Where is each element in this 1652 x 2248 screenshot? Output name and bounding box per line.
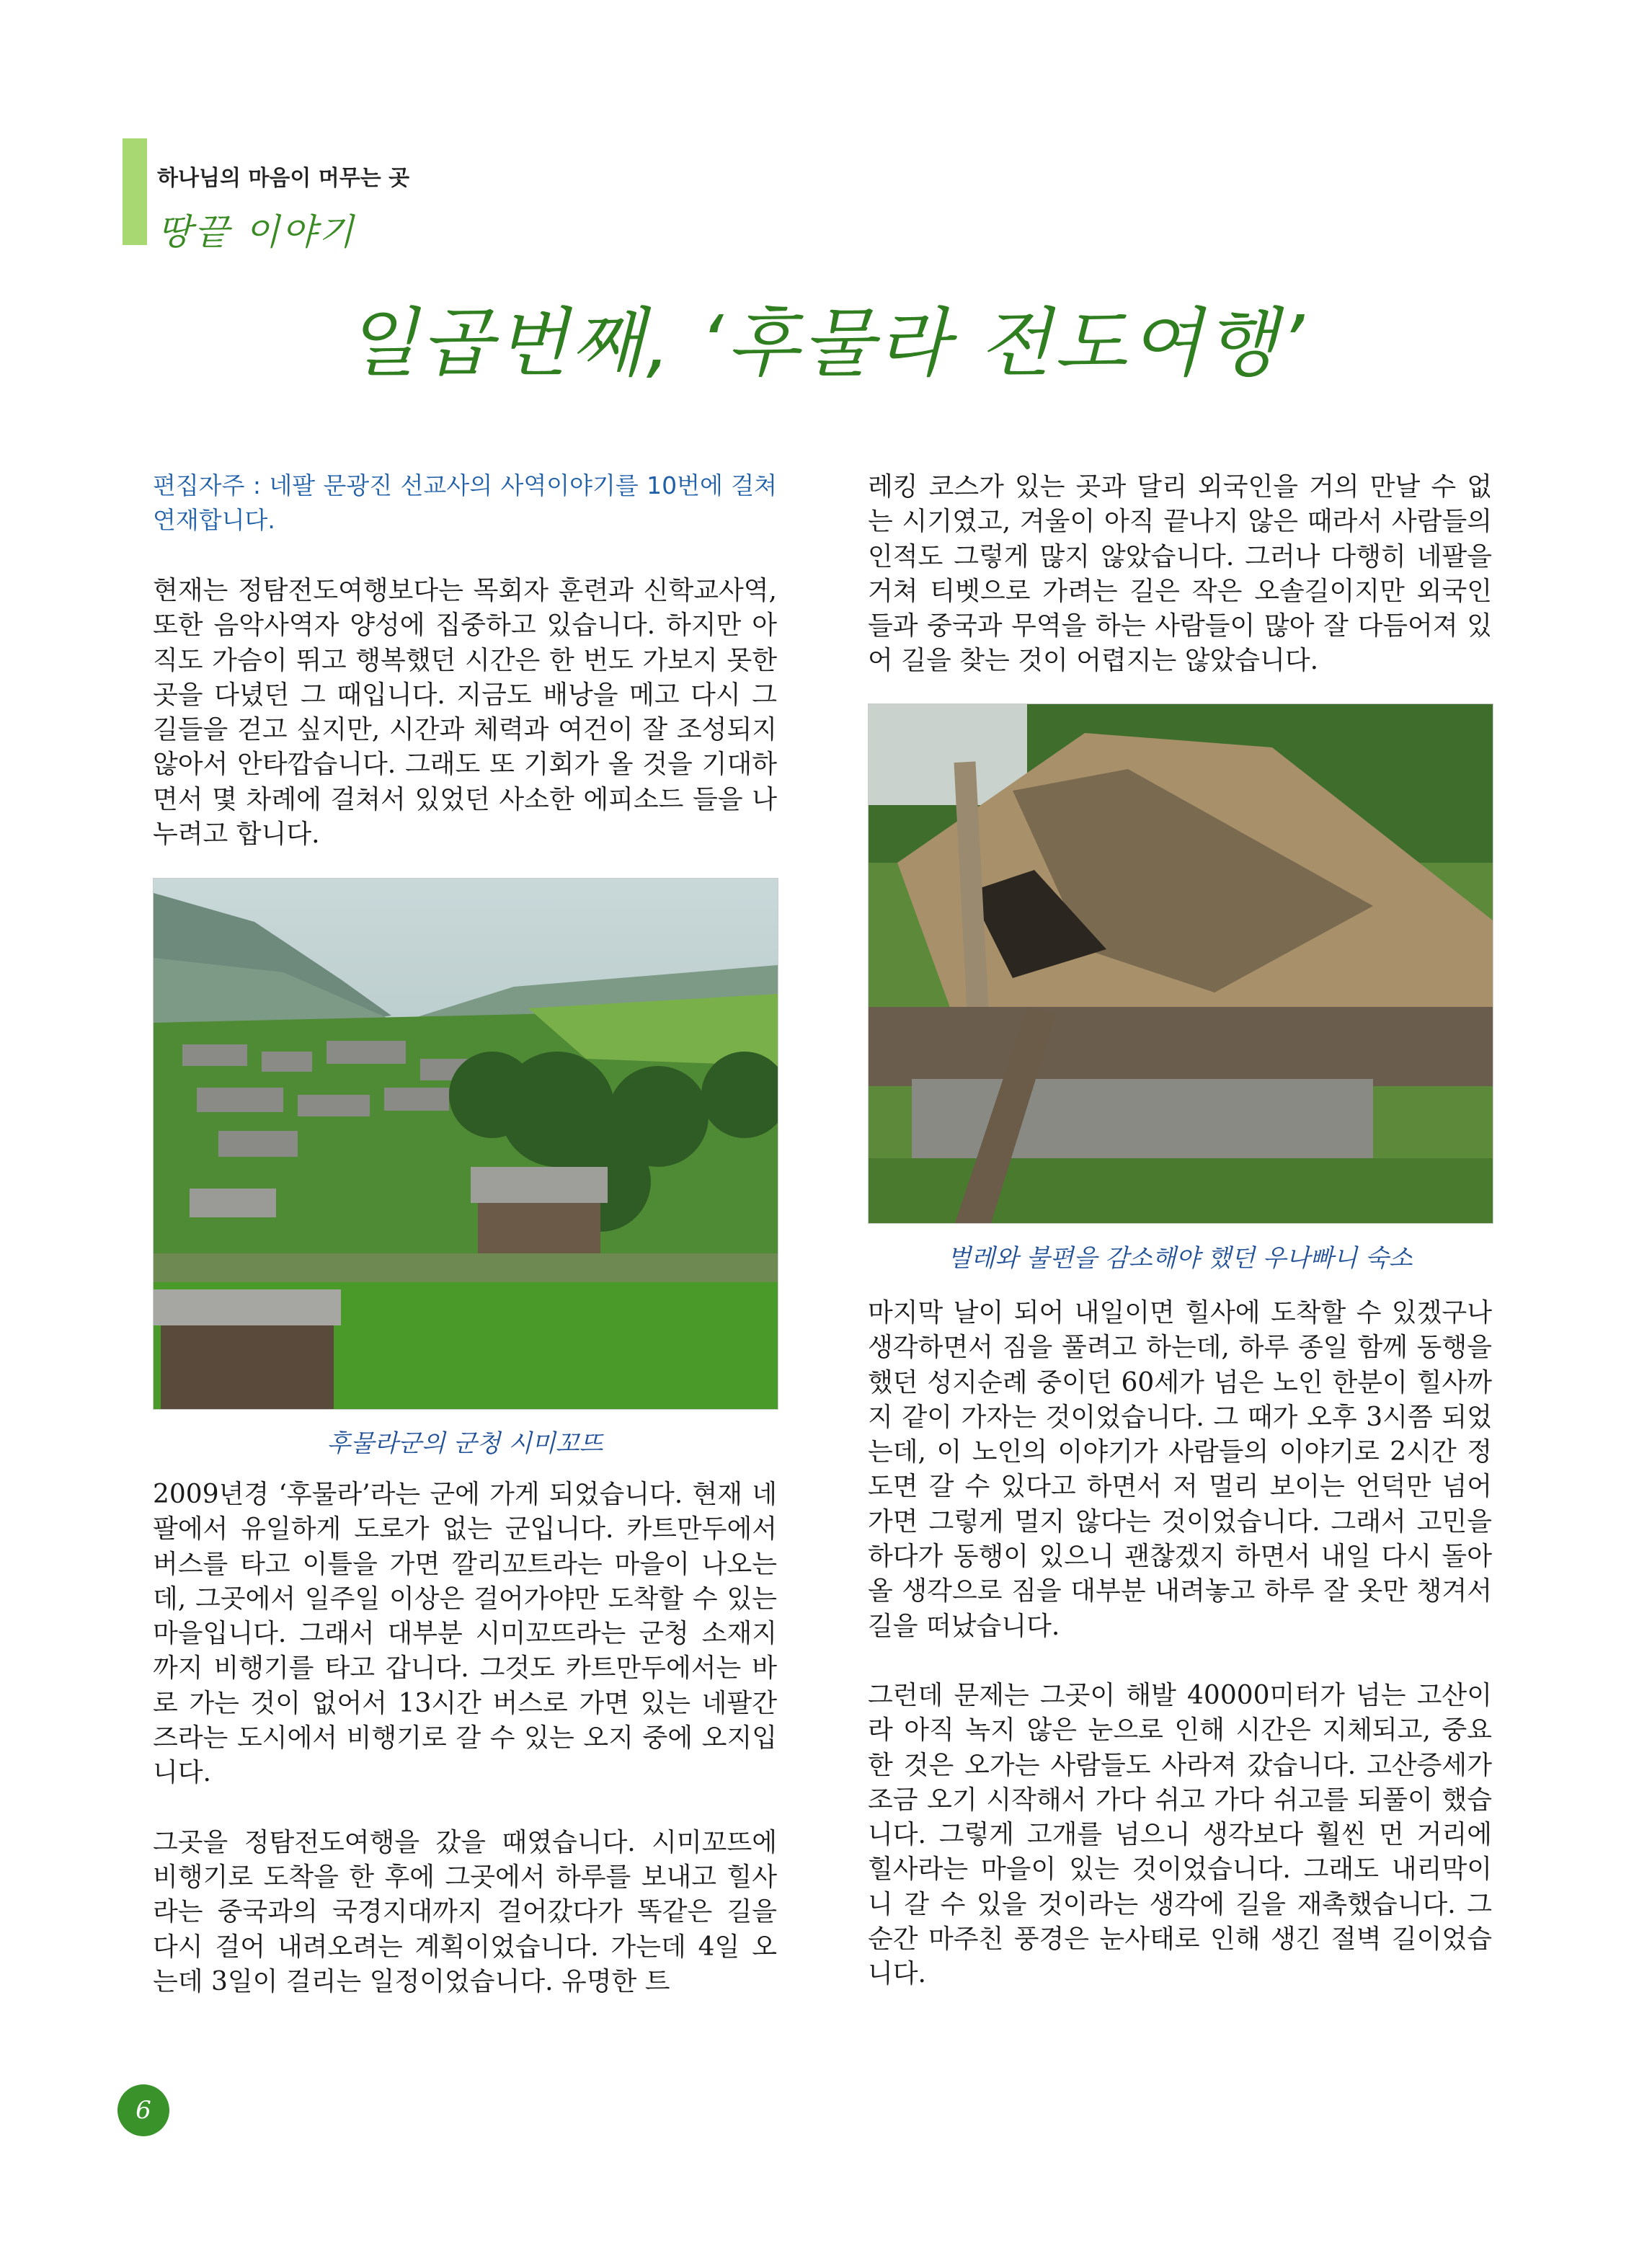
hut-photo bbox=[868, 703, 1493, 1224]
paragraph: 현재는 정탐전도여행보다는 목회자 훈련과 신학교사역, 또한 음악사역자 양성에 집중하고 있습니다. 하지만 아직도 가슴이 뛰고 행복했던 시간은 한 번도 가보지 못한 곳을 다녔던 그 때입니다. 지금도 배낭을 메고 다시 그 길들을 걷고 싶지만, 시간과 체력과 여건이 잘 조성되지 않아서 안타깝습니다. 그래도 또 기회가 올 것을 기대하면서 몇 차례에 걸쳐서 있었던 사소한 에피소드 들을 나누려고 합니다. bbox=[153, 576, 777, 850]
page-number: 6 bbox=[117, 2084, 169, 2136]
header-accent-bar bbox=[123, 138, 147, 245]
header-subtitle: 하나님의 마음이 머무는 곳 bbox=[157, 166, 410, 191]
photo-caption-village: 후물라군의 군청 시미꼬뜨 bbox=[327, 1429, 603, 1458]
column-left-bottom bbox=[153, 1478, 777, 1999]
paragraph: 레킹 코스가 있는 곳과 달리 외국인을 거의 만날 수 없는 시기였고, 겨울이 아직 끝나지 않은 때라서 사람들의 인적도 그렇게 많지 않았습니다. 그러나 다행히 네팔을 거쳐 티벳으로 가려는 길은 작은 오솔길이지만 외국인들과 중국과 무역을 하는 사람들이 많아 잘 다듬어져 있어 길을 찾는 것이 어렵지는 않았습니다. bbox=[868, 472, 1492, 676]
paragraph: 그곳을 정탐전도여행을 갔을 때였습니다. 시미꼬뜨에 비행기로 도착을 한 후에 그곳에서 하루를 보내고 힐사라는 중국과의 국경지대까지 걸어갔다가 똑같은 길을 다시 걸어 내려오려는 계획이었습니다. 가는데 4일 오는데 3일이 걸리는 일정이었습니다. 유명한 트 bbox=[153, 1827, 777, 1996]
village-photo-graphic bbox=[154, 879, 778, 1409]
hut-photo-graphic bbox=[869, 704, 1493, 1223]
paragraph: 2009년경 ‘후물라’라는 군에 가게 되었습니다. 현재 네팔에서 유일하게 도로가 없는 군입니다. 카트만두에서 버스를 타고 이틀을 가면 깔리꼬트라는 마을이 나오는데, 그곳에서 일주일 이상은 걸어가야만 도착할 수 있는 마을입니다. 그래서 대부분 시미꼬뜨라는 군청 소재지까지 비행기를 타고 갑니다. 그것도 카트만두에서는 바로 가는 것이 없어서 13시간 버스로 가면 있는 네팔간즈라는 도시에서 비행기로 갈 수 있는 오지 중에 오지입니다. bbox=[153, 1480, 777, 1788]
paragraph: 그런데 문제는 그곳이 해발 40000미터가 넘는 고산이라 아직 녹지 않은 눈으로 인해 시간은 지체되고, 중요한 것은 오가는 사람들도 사라져 갔습니다. 고산증세가 조금 오기 시작해서 가다 쉬고 가다 쉬고를 되풀이 했습니다. 그렇게 고개를 넘으니 생각보다 훨씬 먼 거리에 힐사라는 마을이 있는 것이었습니다. 그래도 내리막이니 갈 수 있을 것이라는 생각에 길을 재촉했습니다. 그 순간 마주친 풍경은 눈사태로 인해 생긴 절벽 길이었습니다. bbox=[868, 1680, 1492, 1989]
village-photo bbox=[153, 878, 778, 1410]
column-left-top bbox=[153, 574, 777, 852]
paragraph: 마지막 날이 되어 내일이면 힐사에 도착할 수 있겠구나 생각하면서 짐을 풀려고 하는데, 하루 종일 함께 동행을 했던 성지순례 중이던 60세가 넘은 노인 한분이 힐사까지 같이 가자는 것이었습니다. 그 때가 오후 3시쯤 되었는데, 이 노인의 이야기가 사람들의 이야기로 2시간 정도면 갈 수 있다고 하면서 저 멀리 보이는 언덕만 넘어가면 그렇게 멀지 않다는 것이었습니다. 그래서 고민을 하다가 동행이 있으니 괜찮겠지 하면서 내일 다시 돌아올 생각으로 짐을 대부분 내려놓고 하루 잘 옷만 챙겨서 길을 떠났습니다. bbox=[868, 1298, 1492, 1641]
column-right-bottom bbox=[868, 1296, 1492, 1992]
column-right-top bbox=[868, 470, 1492, 679]
editor-note: 편집자주 : 네팔 문광진 선교사의 사역이야기를 10번에 걸쳐 연재합니다. bbox=[153, 471, 777, 534]
article-title: 일곱번째, ‘후물라 전도여행’ bbox=[345, 299, 1307, 387]
photo-caption-hut: 벌레와 불편을 감소해야 했던 우나빠니 숙소 bbox=[947, 1244, 1413, 1273]
section-title: 땅끝 이야기 bbox=[157, 211, 356, 253]
